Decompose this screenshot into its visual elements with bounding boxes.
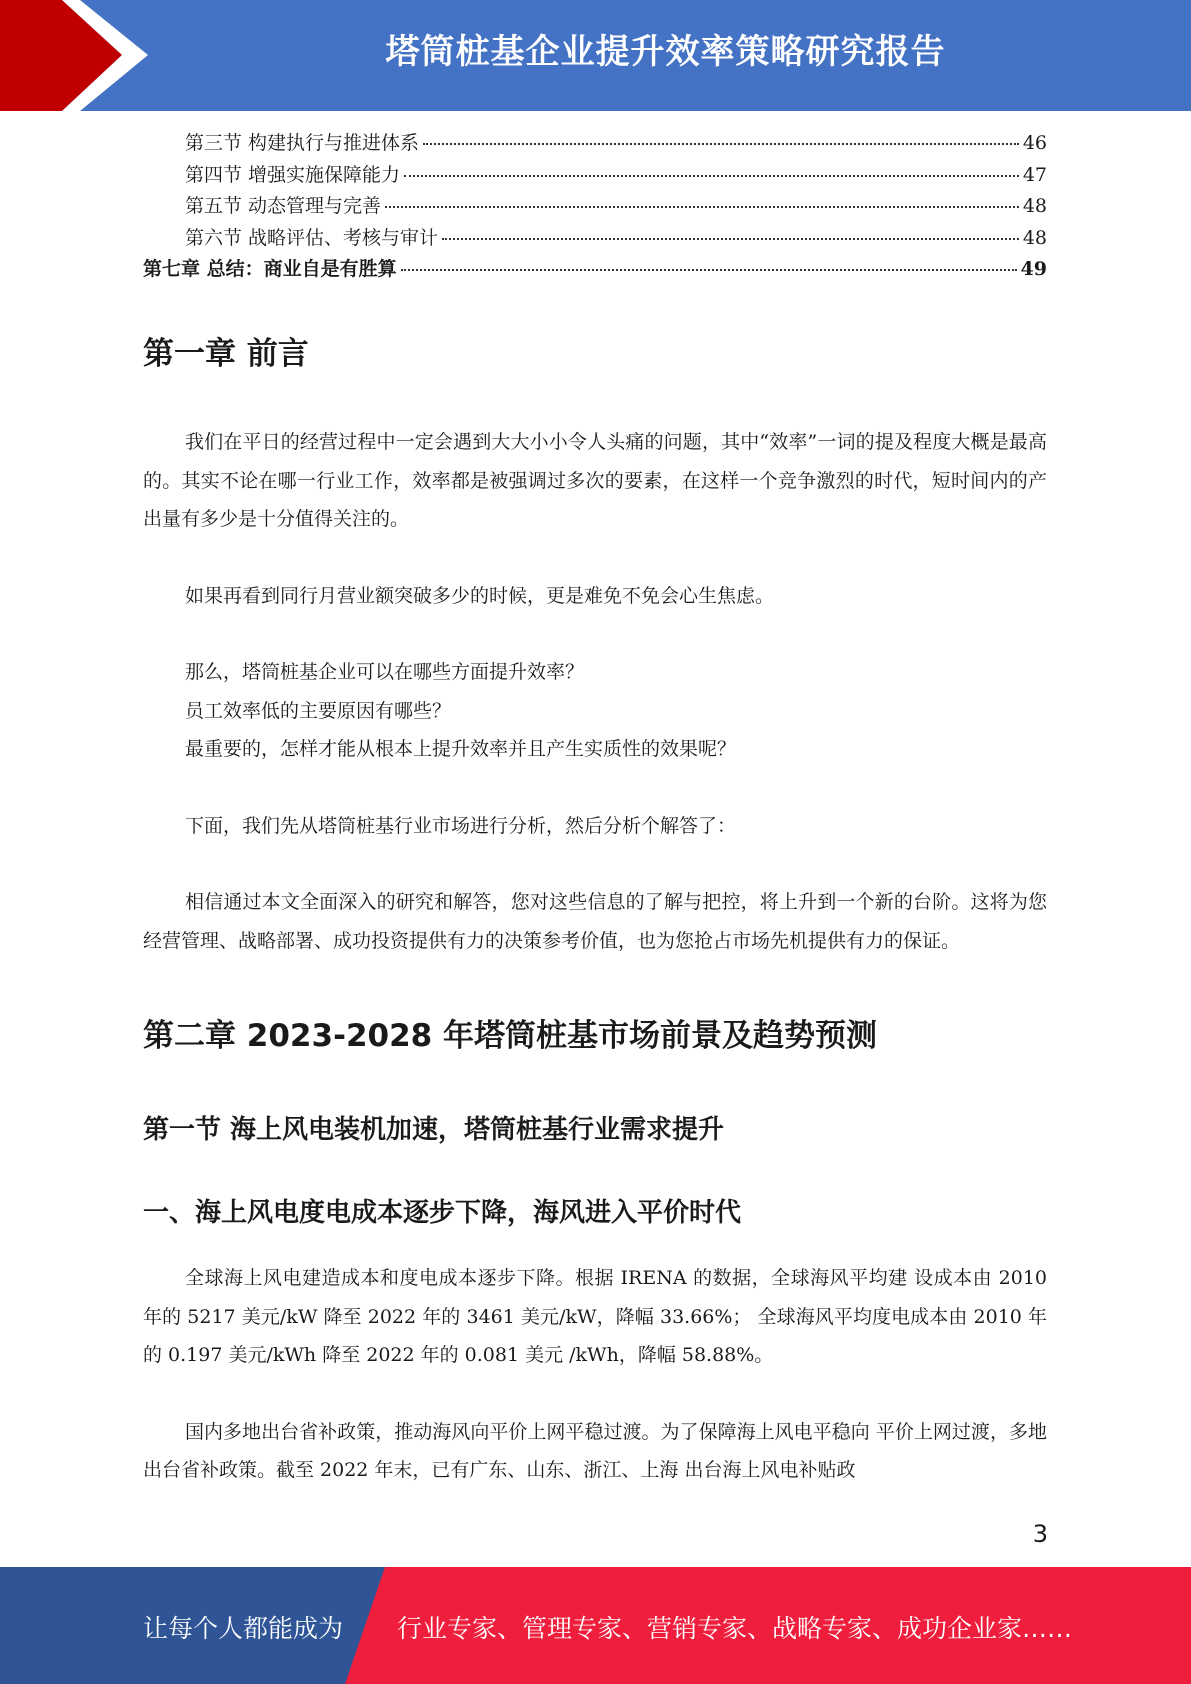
chapter-2-paragraph: 全球海上风电建造成本和度电成本逐步下降。根据 IRENA 的数据，全球海风平均建 设成本由 2010 年的 5217 美元/kW 降至 2022 年的 3461 美元/kW，降幅 33.66%； 全球海风平均度电成本由 2010 年的 0.197 美元/kWh 降至 2022 年的 0.081 美元 /kWh，降幅 58.88%。 <box>143 1267 1047 1366</box>
toc-entry-label: 第六节 战略评估、考核与审计 <box>185 226 439 249</box>
toc-entry-page: 49 <box>1020 258 1047 280</box>
chapter-2-section-title: 第一节 海上风电装机加速，塔筒桩基行业需求提升 <box>143 1115 725 1145</box>
footer-slogan-left: 让每个人都能成为 <box>143 1614 344 1643</box>
toc-entry[interactable] <box>143 223 1047 255</box>
page-number: 3 <box>1032 1520 1048 1548</box>
toc-entry-label: 第三节 构建执行与推进体系 <box>185 132 420 154</box>
document-body <box>143 300 1047 1490</box>
header-title: 塔筒桩基企业提升效率策略研究报告 <box>385 32 946 72</box>
chapter-1-question: 那么，塔筒桩基企业可以在哪些方面提升效率？ <box>185 661 585 683</box>
chapter-2-paragraph: 国内多地出台省补政策，推动海风向平价上网平稳过渡。为了保障海上风电平稳向 平价上网过渡，多地出台省补政策。截至 2022 年末，已有广东、山东、浙江、上海 出台海上风电补贴政 <box>143 1420 1047 1481</box>
toc-leader-dots <box>401 269 1017 271</box>
toc-entry-page: 48 <box>1022 195 1047 217</box>
toc-entry[interactable] <box>143 160 1047 192</box>
chapter-1-question: 最重要的，怎样才能从根本上提升效率并且产生实质性的效果呢？ <box>185 738 737 760</box>
chapter-1-paragraph: 相信通过本文全面深入的研究和解答，您对这些信息的了解与把控，将上升到一个新的台阶。这将为您经营管理、战略部署、成功投资提供有力的决策参考价值，也为您抢占市场先机提供有力的保证。 <box>143 891 1047 952</box>
toc-entry-label: 第七章 总结：商业自是有胜算 <box>143 258 397 280</box>
toc-entry[interactable] <box>143 128 1047 160</box>
chapter-1-paragraph: 我们在平日的经营过程中一定会遇到大大小小令人头痛的问题，其中“效率”一词的提及程度大概是最高的。其实不论在哪一行业工作，效率都是被强调过多次的要素，在这样一个竞争激烈的时代，短时间内的产出量有多少是十分值得关注的。 <box>143 431 1047 530</box>
header-arrow-decoration <box>0 0 160 111</box>
toc-entry-chapter[interactable] <box>143 254 1047 286</box>
toc-entry-label: 第五节 动态管理与完善 <box>185 195 382 217</box>
table-of-contents <box>143 128 1047 286</box>
footer-slogan-right: 行业专家、管理专家、营销专家、战略专家、成功企业家…… <box>397 1614 1073 1643</box>
toc-entry-page: 47 <box>1022 163 1047 186</box>
toc-entry[interactable] <box>143 191 1047 223</box>
toc-leader-dots <box>404 175 1019 177</box>
toc-leader-dots <box>442 238 1019 240</box>
toc-entry-page: 46 <box>1022 132 1047 154</box>
toc-leader-dots <box>385 206 1019 208</box>
chapter-1-paragraph: 如果再看到同行月营业额突破多少的时候，更是难免不免会心生焦虑。 <box>185 584 775 607</box>
page-header <box>0 0 1191 111</box>
chapter-2-title: 第二章 2023-2028 年塔筒桩基市场前景及趋势预测 <box>143 1018 878 1054</box>
page-footer <box>0 1567 1191 1684</box>
chapter-2-subsection-title: 一、海上风电度电成本逐步下降，海风进入平价时代 <box>143 1198 742 1228</box>
chapter-1-question: 员工效率低的主要原因有哪些？ <box>185 699 452 722</box>
toc-entry-page: 48 <box>1022 226 1047 249</box>
chapter-1-title: 第一章 前言 <box>143 336 309 372</box>
toc-entry-label: 第四节 增强实施保障能力 <box>185 163 401 186</box>
toc-leader-dots <box>423 143 1019 145</box>
chapter-1-paragraph: 下面，我们先从塔筒桩基行业市场进行分析，然后分析个解答了： <box>185 814 737 837</box>
